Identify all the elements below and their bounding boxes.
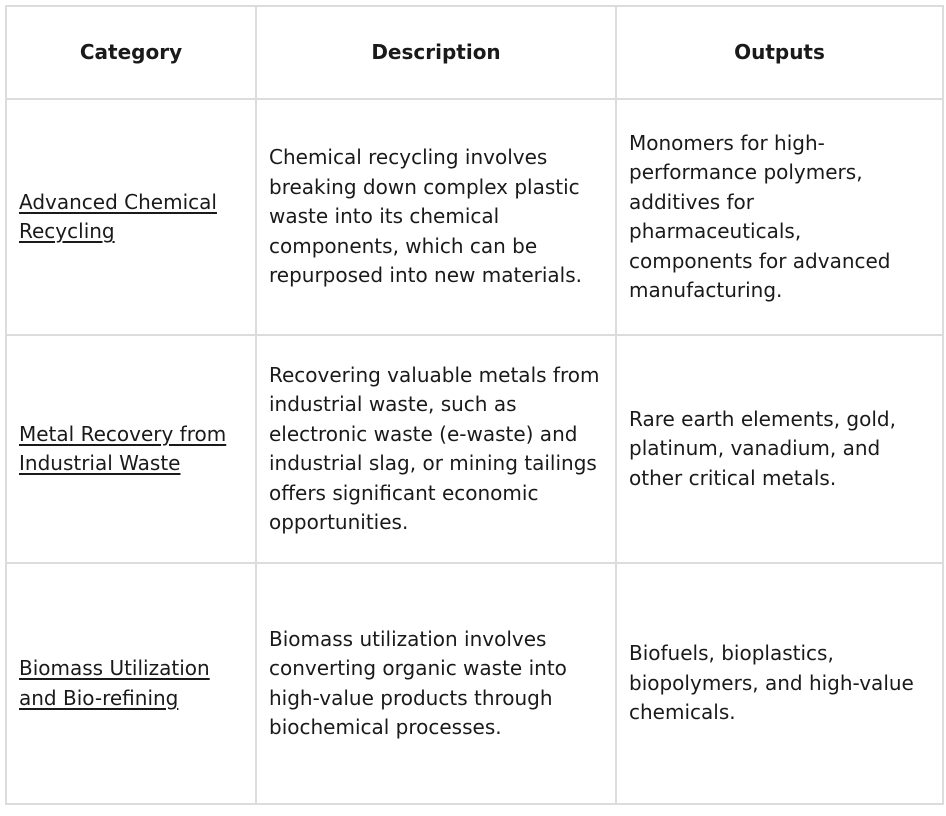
table-header-row: [6, 6, 943, 99]
table-row: [6, 99, 943, 335]
description-cell: Recovering valuable metals from industrial waste, such as electronic waste (e-waste) and industrial slag, or mining tailings offers significant economic opportunities.: [256, 335, 616, 563]
header-category: Category: [6, 6, 256, 99]
outputs-cell: Rare earth elements, gold, platinum, vanadium, and other critical metals.: [616, 335, 943, 563]
resource-recovery-table: [5, 5, 944, 805]
category-link-biomass-utilization[interactable]: Biomass Utilization and Bio-refining: [19, 656, 210, 710]
table-row: [6, 335, 943, 563]
category-link-advanced-chemical-recycling[interactable]: Advanced Chemical Recycling: [19, 189, 217, 243]
header-description: Description: [256, 6, 616, 99]
category-cell: [6, 335, 256, 563]
header-outputs: Outputs: [616, 6, 943, 99]
outputs-cell: Monomers for high-performance polymers, additives for pharmaceuticals, components for advanced manufacturing.: [616, 99, 943, 335]
description-cell: Chemical recycling involves breaking down complex plastic waste into its chemical components, which can be repurposed into new materials.: [256, 99, 616, 335]
category-cell: [6, 99, 256, 335]
category-link-metal-recovery[interactable]: Metal Recovery from Industrial Waste: [19, 421, 227, 475]
category-cell: [6, 563, 256, 804]
description-cell: Biomass utilization involves converting organic waste into high-value products through biochemical processes.: [256, 563, 616, 804]
table-row: [6, 563, 943, 804]
outputs-cell: Biofuels, bioplastics, biopolymers, and high-value chemicals.: [616, 563, 943, 804]
